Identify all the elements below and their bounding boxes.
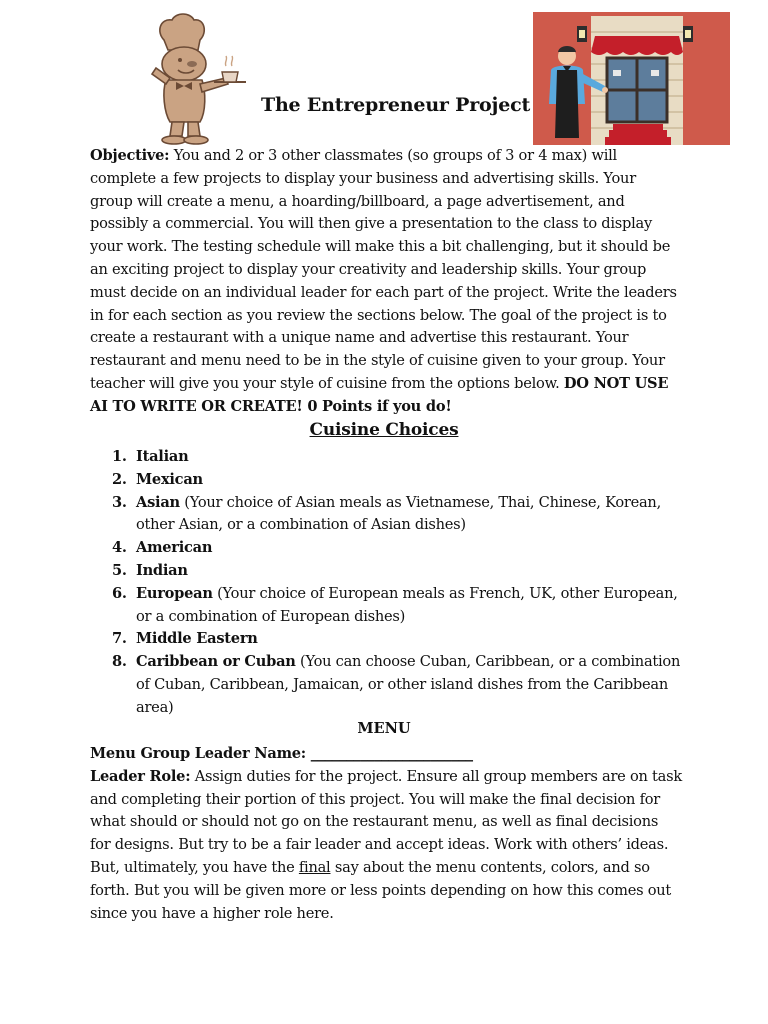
cuisine-item — [90, 469, 682, 492]
cuisine-item-name: American — [136, 539, 213, 557]
cuisine-item-name: Caribbean or Cuban — [136, 653, 296, 671]
cuisine-item-name: Mexican — [136, 470, 203, 488]
objective-paragraph — [90, 145, 682, 419]
cuisine-item-name: Indian — [136, 561, 188, 579]
cuisine-list — [90, 446, 682, 720]
cuisine-item-number: 8. — [112, 653, 127, 671]
cuisine-item-number: 2. — [112, 470, 127, 488]
cuisine-choices-heading: Cuisine Choices — [309, 420, 459, 440]
cuisine-item-name: Middle Eastern — [136, 630, 258, 648]
leader-role-text-2: say about the menu contents, colors, and so forth. But you will be given more or less points depending on how this comes out since you have a higher role here. — [90, 858, 672, 922]
cuisine-item-name: Asian — [136, 493, 180, 511]
ai-warning: DO NOT USE AI TO WRITE OR CREATE! 0 Points if you do! — [90, 374, 669, 415]
cuisine-item — [90, 492, 682, 538]
restaurant-storefront-illustration — [533, 12, 730, 145]
leader-role-text-1: Assign duties for the project. Ensure all group members are on task and completing their portion of this project. You will make the final decision for what should or should not go on the restaurant menu, as well as final decisions for designs. But try to be a fair leader and accept ideas. Work with others’ ideas. But, ultimately, you have the — [90, 767, 682, 876]
cuisine-item-description: (You can choose Cuban, Caribbean, or a combination of Cuban, Caribbean, Jamaican, or other island dishes from the Caribbean area) — [136, 653, 681, 716]
cuisine-item-number: 6. — [112, 584, 127, 602]
cuisine-item-number: 3. — [112, 493, 127, 511]
menu-heading: MENU — [357, 720, 411, 737]
cuisine-item-name: Italian — [136, 448, 189, 465]
cuisine-item — [90, 628, 682, 651]
cuisine-item-name: European — [136, 584, 213, 602]
cuisine-item-description: (Your choice of European meals as French, UK, other European, or a combination of European dishes) — [136, 584, 678, 625]
cuisine-item — [90, 560, 682, 583]
leader-role-paragraph — [90, 766, 682, 926]
final-emphasis: final — [298, 858, 331, 876]
cuisine-item — [90, 446, 682, 469]
cuisine-item-number: 4. — [112, 539, 127, 557]
menu-leader-name-line: Menu Group Leader Name: _______________________ — [90, 745, 473, 762]
cuisine-item — [90, 537, 682, 560]
menu-section — [90, 743, 682, 925]
cuisine-item — [90, 651, 682, 719]
leader-role-label: Leader Role: — [90, 767, 191, 785]
cuisine-item-number: 5. — [112, 561, 127, 579]
objective-text: You and 2 or 3 other classmates (so groups of 3 or 4 max) will complete a few projects to display your business and advertising skills. Your group will create a menu, a hoarding/billboard, a page advertisement, and possibly a commercial. You will then give a presentation to the class to display your work. The testing schedule will make this a bit challenging, but it should be an exciting project to display your creativity and leadership skills. Your group must decide on an individual leader for each part of the project. Write the leaders in for each section as you review the sections below. The goal of the project is to create a restaurant with a unique name and advertise this restaurant. Your restaurant and menu need to be in the style of cuisine given to your group. Your teacher will give you your style of cuisine from the options below. — [90, 147, 677, 392]
cuisine-item-number: 7. — [112, 630, 127, 648]
cuisine-item — [90, 583, 682, 629]
objective-label: Objective: — [90, 147, 170, 164]
cuisine-item-number: 1. — [112, 448, 127, 465]
cuisine-item-description: (Your choice of Asian meals as Vietnamese, Thai, Chinese, Korean, other Asian, or a combination of Asian dishes) — [136, 493, 661, 534]
document-title: The Entrepreneur Project — [261, 94, 531, 116]
chef-illustration — [146, 12, 252, 146]
